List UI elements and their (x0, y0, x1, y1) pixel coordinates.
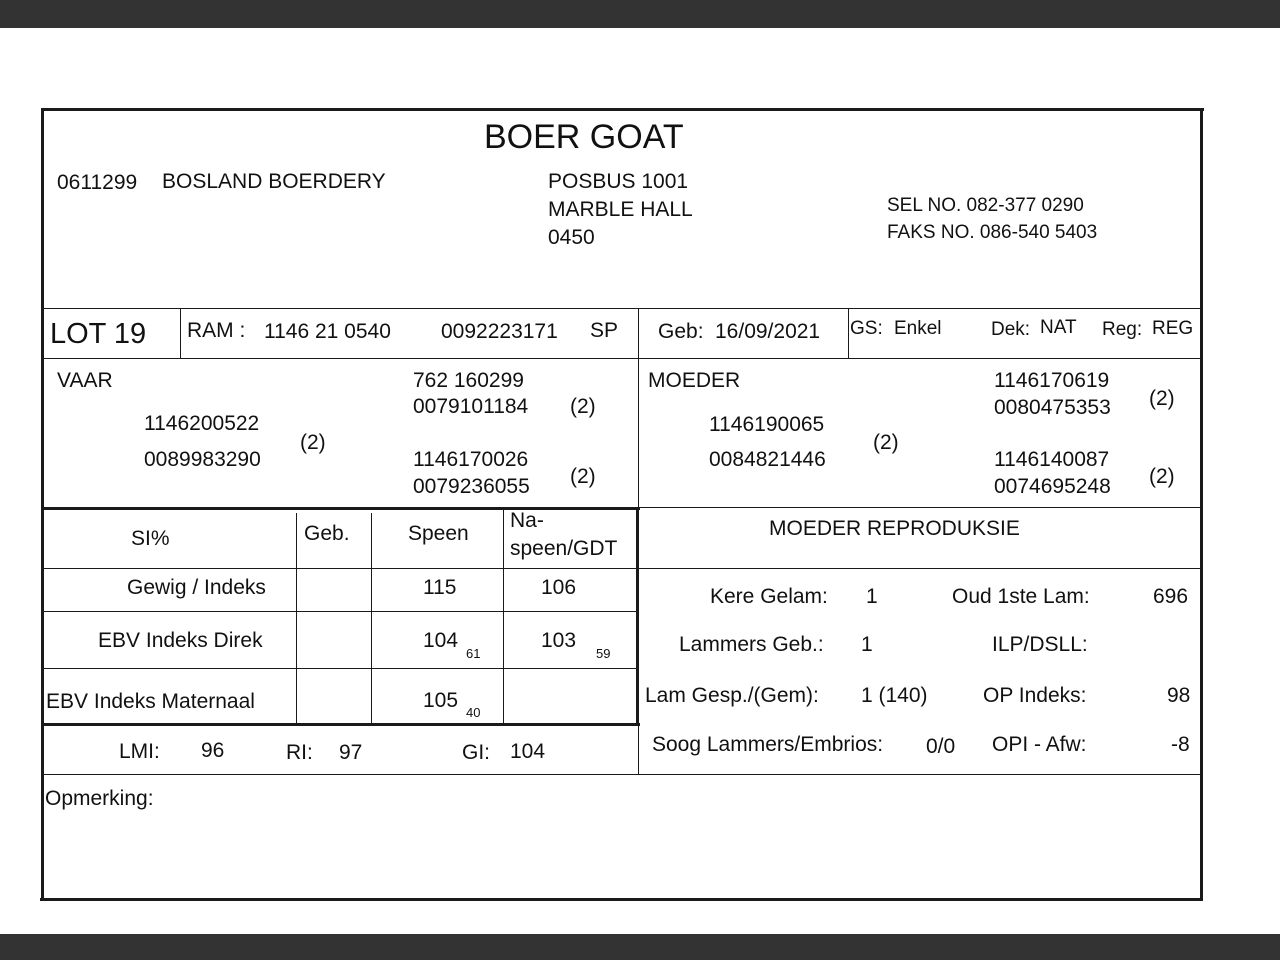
dam-sire-id: 1146170619 (994, 369, 1110, 392)
gi-value: 104 (510, 740, 546, 763)
card-border-bottom (40, 898, 1200, 901)
column-header-naspeen: Na- (510, 509, 544, 532)
sire-grade: (2) (300, 431, 326, 454)
opi-afw-value: -8 (1171, 733, 1190, 756)
table-border-top (43, 507, 640, 510)
dam-sire-number: 0080475353 (994, 396, 1111, 419)
sire-dam-id: 1146170026 (413, 448, 529, 471)
gs-value: Enkel (894, 318, 942, 339)
kere-gelam-label: Kere Gelam: (710, 585, 828, 608)
table-border-bottom (43, 723, 640, 726)
lam-gesp-label: Lam Gesp./(Gem): (645, 684, 819, 707)
page-title: BOER GOAT (484, 118, 684, 156)
row-label-ebv-direk: EBV Indeks Direk (98, 629, 263, 652)
birth-label: Geb: (658, 320, 704, 343)
remarks-label: Opmerking: (45, 787, 154, 810)
reproduction-title: MOEDER REPRODUKSIE (769, 517, 1020, 540)
ram-grade: SP (590, 319, 619, 342)
soog-lammers-label: Soog Lammers/Embrios: (652, 733, 884, 756)
lot-number: LOT 19 (50, 318, 147, 350)
oud-lam-label: Oud 1ste Lam: (952, 585, 1090, 608)
breeder-name: BOSLAND BOERDERY (162, 170, 386, 193)
card-border-left (41, 108, 44, 901)
sire-sire-grade: (2) (570, 395, 596, 418)
address-line-3: 0450 (548, 226, 595, 249)
address-line-1: POSBUS 1001 (548, 170, 689, 193)
kere-gelam-value: 1 (866, 585, 878, 608)
divider (43, 568, 1202, 569)
accuracy-subscript: 40 (466, 705, 481, 720)
divider (43, 774, 1202, 775)
column-header-si: SI% (131, 527, 170, 550)
fax-number: FAKS NO. 086-540 5403 (887, 222, 1098, 243)
address-line-2: MARBLE HALL (548, 198, 693, 221)
divider (43, 611, 638, 612)
reg-value: REG (1152, 318, 1194, 339)
soog-lammers-value: 0/0 (926, 735, 956, 758)
reg-label: Reg: (1102, 319, 1143, 340)
ram-number: 0092223171 (441, 320, 558, 343)
cell-speen: 115 (423, 576, 457, 599)
dam-label: MOEDER (648, 369, 741, 392)
oud-lam-value: 696 (1153, 585, 1189, 608)
dek-value: NAT (1040, 317, 1077, 338)
dam-dam-number: 0074695248 (994, 475, 1111, 498)
ram-label: RAM : (187, 319, 246, 342)
sire-label: VAAR (57, 369, 113, 392)
row-label-ebv-maternaal: EBV Indeks Maternaal (46, 690, 255, 713)
bottom-bar (0, 934, 1280, 960)
card-border-top (42, 108, 1204, 111)
card-border-right (1200, 108, 1203, 901)
dam-id: 1146190065 (709, 413, 825, 436)
op-indeks-value: 98 (1167, 684, 1191, 707)
lam-gesp-value: 1 (140) (861, 684, 928, 707)
divider (371, 513, 372, 724)
divider (43, 308, 1202, 309)
lmi-value: 96 (201, 739, 225, 762)
divider (638, 726, 639, 774)
dam-dam-grade: (2) (1149, 465, 1175, 488)
divider (43, 668, 638, 669)
divider (180, 308, 181, 358)
cell-speen: 105 (423, 689, 459, 712)
divider (503, 509, 504, 724)
opi-afw-label: OPI - Afw: (992, 733, 1087, 756)
ilp-dsll-label: ILP/DSLL: (992, 633, 1088, 656)
lammers-geb-label: Lammers Geb.: (679, 633, 824, 656)
sire-sire-id: 762 160299 (413, 369, 524, 392)
sire-sire-number: 0079101184 (413, 395, 529, 418)
cell-speen: 104 (423, 629, 459, 652)
cell-naspeen: 106 (541, 576, 577, 599)
gi-label: GI: (462, 741, 491, 764)
op-indeks-label: OP Indeks: (983, 684, 1087, 707)
dam-sire-grade: (2) (1149, 387, 1175, 410)
lmi-label: LMI: (119, 740, 160, 763)
sire-id: 1146200522 (144, 412, 260, 435)
row-label-gewig: Gewig / Indeks (127, 576, 266, 599)
cell-naspeen: 103 (541, 629, 577, 652)
accuracy-subscript: 59 (596, 646, 611, 661)
sire-number: 0089983290 (144, 448, 261, 471)
accuracy-subscript: 61 (466, 646, 481, 661)
column-header-speen: Speen (408, 522, 469, 545)
dek-label: Dek: (991, 319, 1031, 340)
birth-date: 16/09/2021 (715, 320, 821, 343)
lammers-geb-value: 1 (861, 633, 873, 656)
ri-value: 97 (339, 741, 363, 764)
dam-dam-id: 1146140087 (994, 448, 1110, 471)
ram-id: 1146 21 0540 (264, 320, 391, 343)
ri-label: RI: (286, 741, 313, 764)
divider (296, 513, 297, 724)
column-header-geb: Geb. (304, 522, 350, 545)
dam-grade: (2) (873, 431, 899, 454)
breeder-number: 0611299 (57, 171, 138, 194)
sire-dam-number: 0079236055 (413, 475, 530, 498)
cell-number: SEL NO. 082-377 0290 (887, 195, 1084, 216)
sire-dam-grade: (2) (570, 465, 596, 488)
table-border-right (636, 507, 639, 725)
dam-number: 0084821446 (709, 448, 826, 471)
column-header-naspeen: speen/GDT (510, 537, 618, 560)
gs-label: GS: (850, 318, 883, 339)
top-bar (0, 0, 1280, 28)
divider (848, 308, 849, 358)
divider (43, 358, 1202, 359)
